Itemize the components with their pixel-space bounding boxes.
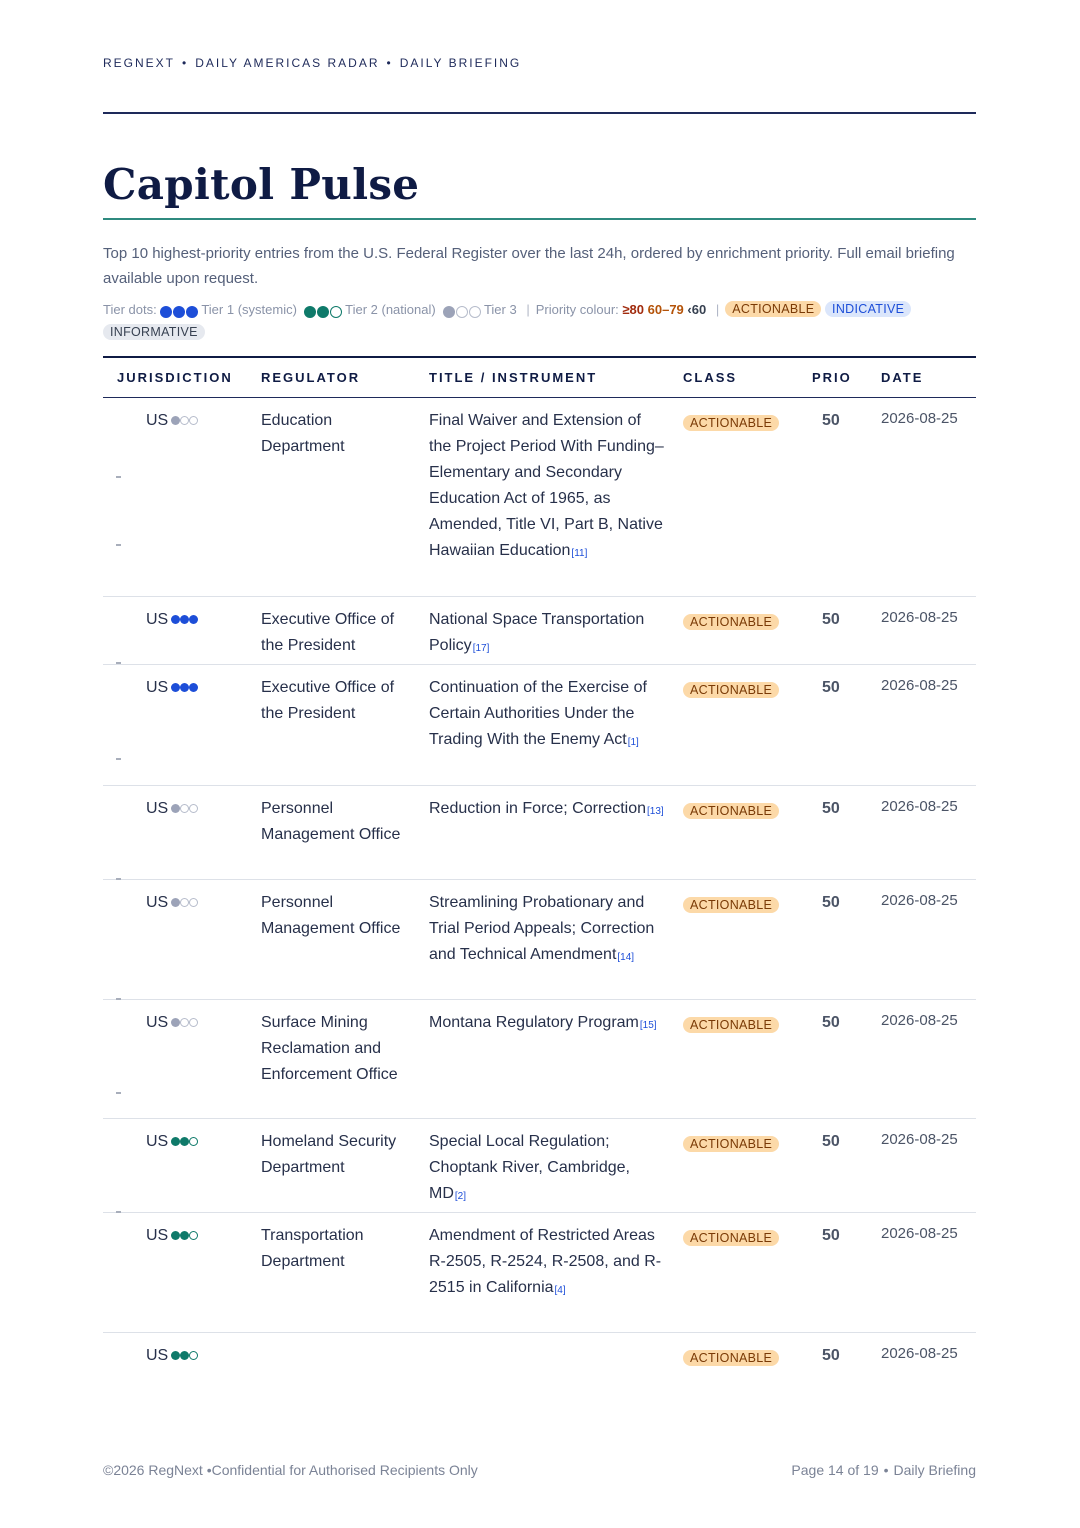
instrument-title: Montana Regulatory Program bbox=[429, 1014, 639, 1031]
class-cell bbox=[683, 1013, 779, 1039]
col-title: TITLE / INSTRUMENT bbox=[429, 370, 598, 385]
table-row bbox=[103, 786, 976, 880]
jurisdiction-code: US bbox=[146, 1133, 169, 1150]
reference-link[interactable]: [4] bbox=[554, 1285, 566, 1296]
table-row bbox=[103, 398, 976, 597]
date-cell: 2026-08-25 bbox=[881, 1131, 958, 1148]
class-cell bbox=[683, 1346, 779, 1372]
class-badge: ACTIONABLE bbox=[683, 1136, 779, 1152]
jurisdiction-cell bbox=[146, 1343, 246, 1369]
jurisdiction-code: US bbox=[146, 894, 169, 911]
title-rule bbox=[103, 218, 976, 220]
running-header: REGNEXT • DAILY AMERICAS RADAR • DAILY BRIEFING bbox=[103, 56, 522, 70]
page-number: Page 14 of 19 bbox=[791, 1462, 879, 1478]
title-cell bbox=[429, 1129, 665, 1210]
instrument-title: Streamlining Probationary and Trial Period Appeals; Correction and Technical Amendment bbox=[429, 894, 655, 963]
priority-cell: 50 bbox=[822, 1347, 840, 1364]
tier2-dots-icon bbox=[304, 300, 343, 322]
title-cell bbox=[429, 796, 665, 825]
priority-low: ‹60 bbox=[687, 302, 707, 317]
priority-cell: 50 bbox=[822, 412, 840, 429]
priority-colour-label: Priority colour: bbox=[535, 302, 619, 317]
tier-dots-icon bbox=[171, 890, 198, 916]
regulator-cell: Homeland Security Department bbox=[261, 1133, 397, 1176]
jurisdiction-code: US bbox=[146, 412, 169, 429]
header-rule bbox=[103, 112, 976, 114]
regulator-cell: Personnel Management Office bbox=[261, 800, 401, 843]
tier-dots-icon bbox=[171, 408, 198, 434]
instrument-title: Final Waiver and Extension of the Project Period With Funding–Elementary and Secondary Education Act of 1965, as Amended, Title VI, Part B, Native Hawaiian Education bbox=[429, 412, 664, 559]
title-cell bbox=[429, 1010, 665, 1039]
title-cell bbox=[429, 890, 665, 971]
jurisdiction-code: US bbox=[146, 1014, 169, 1031]
class-badge: ACTIONABLE bbox=[683, 1230, 779, 1246]
instrument-title: Continuation of the Exercise of Certain Authorities Under the Trading With the Enemy Act bbox=[429, 679, 647, 748]
reference-link[interactable]: [13] bbox=[646, 806, 664, 817]
reference-link[interactable]: [14] bbox=[617, 952, 635, 963]
class-badge: ACTIONABLE bbox=[683, 803, 779, 819]
legend-indicative-badge: INDICATIVE bbox=[825, 301, 911, 317]
date-cell: 2026-08-25 bbox=[881, 609, 958, 626]
tier-dots-icon bbox=[171, 1129, 198, 1155]
table-row bbox=[103, 1000, 976, 1119]
jurisdiction-code: US bbox=[146, 611, 169, 628]
priority-cell: 50 bbox=[822, 1014, 840, 1031]
jurisdiction-cell bbox=[146, 890, 246, 916]
title-cell bbox=[429, 675, 665, 756]
jurisdiction-code: US bbox=[146, 800, 169, 817]
instrument-title: National Space Transportation Policy bbox=[429, 611, 645, 654]
class-badge: ACTIONABLE bbox=[683, 614, 779, 630]
instrument-title: Reduction in Force; Correction bbox=[429, 800, 646, 817]
date-cell: 2026-08-25 bbox=[881, 1225, 958, 1242]
col-date: DATE bbox=[881, 370, 924, 385]
product-name: DAILY AMERICAS RADAR bbox=[195, 56, 380, 70]
reference-link[interactable]: [2] bbox=[454, 1191, 467, 1202]
jurisdiction-cell bbox=[146, 1223, 246, 1249]
row-tick-mark bbox=[116, 544, 121, 546]
tier-dots-icon bbox=[171, 1010, 198, 1036]
instrument-title: Amendment of Restricted Areas R-2505, R-2524, R-2508, and R-2515 in California bbox=[429, 1227, 662, 1296]
jurisdiction-code: US bbox=[146, 1227, 169, 1244]
row-tick-mark bbox=[116, 662, 121, 664]
jurisdiction-cell bbox=[146, 796, 246, 822]
row-tick-mark bbox=[116, 758, 121, 760]
class-cell bbox=[683, 411, 779, 437]
tier-dots-icon bbox=[171, 675, 198, 701]
jurisdiction-code: US bbox=[146, 1347, 169, 1364]
brand-name: REGNEXT bbox=[103, 56, 176, 70]
priority-cell: 50 bbox=[822, 894, 840, 911]
tier-dots-label: Tier dots: bbox=[103, 302, 157, 317]
jurisdiction-cell bbox=[146, 607, 246, 633]
page-title: Capitol Pulse bbox=[103, 160, 420, 209]
tier-dots-icon bbox=[171, 607, 198, 633]
priority-cell: 50 bbox=[822, 1133, 840, 1150]
intro-text: Top 10 highest-priority entries from the U.S. Federal Register over the last 24h, ordered by enrichment priority. Full email briefing available upon request. bbox=[103, 245, 955, 287]
date-cell: 2026-08-25 bbox=[881, 798, 958, 815]
table-row bbox=[103, 1119, 976, 1213]
date-cell: 2026-08-25 bbox=[881, 892, 958, 909]
class-cell bbox=[683, 893, 779, 919]
tier-dots-icon bbox=[171, 796, 198, 822]
instrument-title: Special Local Regulation; Choptank River, Cambridge, MD bbox=[429, 1133, 630, 1202]
tier-dots-icon bbox=[171, 1223, 198, 1249]
table-row bbox=[103, 1333, 976, 1393]
col-regulator: REGULATOR bbox=[261, 370, 361, 385]
jurisdiction-cell bbox=[146, 1129, 246, 1155]
footer-doc-name: Daily Briefing bbox=[893, 1462, 976, 1478]
date-cell: 2026-08-25 bbox=[881, 1345, 958, 1362]
class-badge: ACTIONABLE bbox=[683, 1350, 779, 1366]
reference-link[interactable]: [17] bbox=[472, 643, 490, 654]
footer-page-info: Page 14 of 19 • Daily Briefing bbox=[791, 1462, 976, 1478]
priority-cell: 50 bbox=[822, 679, 840, 696]
regulator-cell: Executive Office of the President bbox=[261, 679, 395, 722]
class-cell bbox=[683, 1132, 779, 1158]
priority-cell: 50 bbox=[822, 800, 840, 817]
regulator-cell: Personnel Management Office bbox=[261, 894, 401, 937]
priority-cell: 50 bbox=[822, 1227, 840, 1244]
class-badge: ACTIONABLE bbox=[683, 1017, 779, 1033]
class-cell bbox=[683, 610, 779, 636]
title-cell bbox=[429, 1223, 665, 1304]
priority-high: ≥80 bbox=[622, 302, 645, 317]
table-row bbox=[103, 665, 976, 786]
class-cell bbox=[683, 1226, 779, 1252]
col-prio: PRIO bbox=[812, 370, 852, 385]
jurisdiction-cell bbox=[146, 675, 246, 701]
legend-informative-badge: INFORMATIVE bbox=[103, 324, 205, 340]
table-header bbox=[103, 358, 976, 398]
table-row bbox=[103, 1213, 976, 1333]
priority-cell: 50 bbox=[822, 611, 840, 628]
title-cell bbox=[429, 1343, 665, 1372]
row-tick-mark bbox=[116, 476, 121, 478]
regulator-cell: Surface Mining Reclamation and Enforcement Office bbox=[261, 1014, 398, 1083]
jurisdiction-cell bbox=[146, 408, 246, 434]
col-jurisdiction: JURISDICTION bbox=[117, 370, 233, 385]
class-badge: ACTIONABLE bbox=[683, 682, 779, 698]
footer-confidentiality: ©2026 RegNext •Confidential for Authorised Recipients Only bbox=[103, 1462, 478, 1478]
table-row bbox=[103, 880, 976, 1000]
jurisdiction-cell bbox=[146, 1010, 246, 1036]
regulator-cell: Transportation Department bbox=[261, 1227, 364, 1270]
priority-mid: 60–79 bbox=[647, 302, 684, 317]
tier1-dots-icon bbox=[160, 300, 199, 322]
date-cell: 2026-08-25 bbox=[881, 1012, 958, 1029]
legend-actionable-badge: ACTIONABLE bbox=[725, 301, 821, 317]
legend: Tier dots: Tier 1 (systemic) Tier 2 (national) Tier 3 | Priority colour: ≥80 60–79 ‹60 | ACTIONABLE INDICATIVE INFORMATIVE bbox=[103, 299, 976, 344]
tier2-label: Tier 2 (national) bbox=[345, 302, 436, 317]
reference-link[interactable]: [11] bbox=[571, 548, 588, 559]
reference-link[interactable]: [1] bbox=[627, 737, 639, 748]
tier-dots-icon bbox=[171, 1343, 198, 1369]
jurisdiction-code: US bbox=[146, 679, 169, 696]
col-class: CLASS bbox=[683, 370, 738, 385]
title-cell bbox=[429, 408, 665, 567]
reference-link[interactable]: [15] bbox=[639, 1020, 657, 1031]
class-badge: ACTIONABLE bbox=[683, 415, 779, 431]
tier3-label: Tier 3 bbox=[483, 302, 517, 317]
class-cell bbox=[683, 678, 779, 704]
tier1-label: Tier 1 (systemic) bbox=[201, 302, 297, 317]
date-cell: 2026-08-25 bbox=[881, 677, 958, 694]
regulator-cell: Executive Office of the President bbox=[261, 611, 395, 654]
regulator-cell: Education Department bbox=[261, 412, 345, 455]
date-cell: 2026-08-25 bbox=[881, 410, 958, 427]
doc-type: DAILY BRIEFING bbox=[399, 56, 522, 70]
table-row bbox=[103, 597, 976, 665]
row-tick-mark bbox=[116, 1092, 121, 1094]
class-cell bbox=[683, 799, 779, 825]
tier3-dots-icon bbox=[443, 300, 482, 322]
title-cell bbox=[429, 607, 665, 662]
class-badge: ACTIONABLE bbox=[683, 897, 779, 913]
